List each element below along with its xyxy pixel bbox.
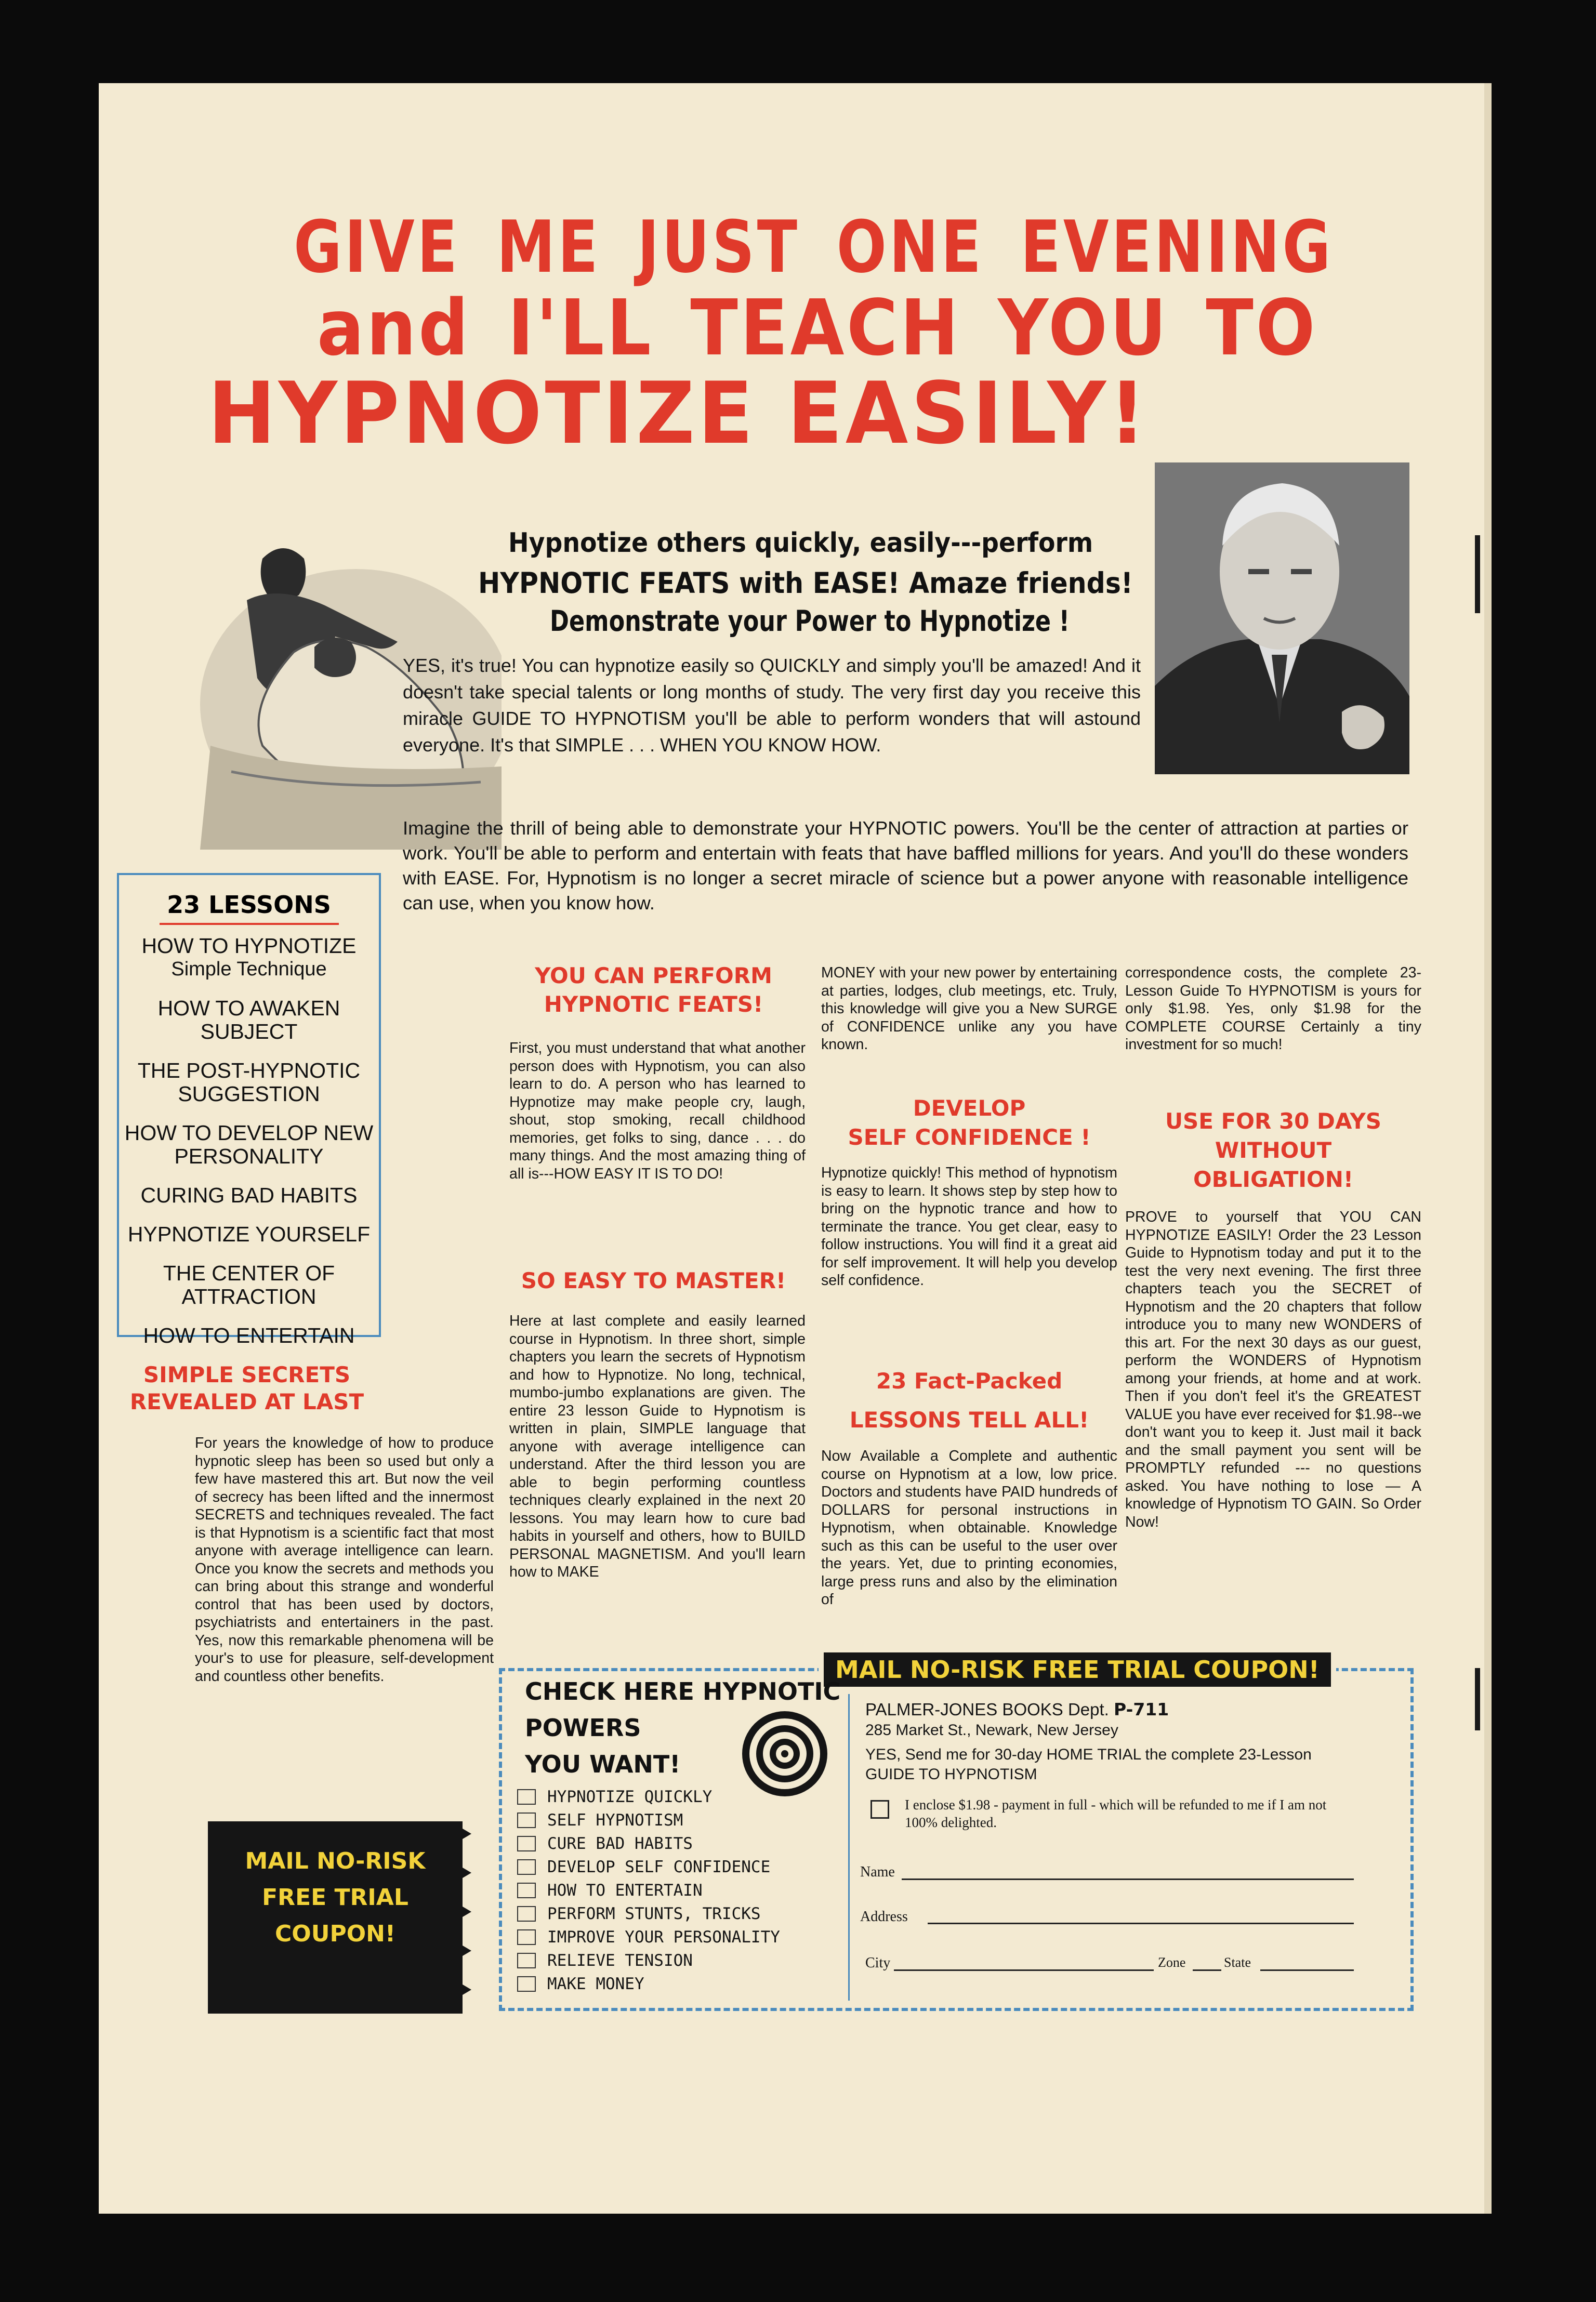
heading-fact-packed: 23 Fact-Packed LESSONS TELL ALL! — [849, 1368, 1089, 1433]
mail-box-line3: COUPON! — [275, 1921, 395, 1947]
publisher-address: 285 Market St., Newark, New Jersey — [865, 1722, 1118, 1739]
lessons-title: 23 LESSONS — [167, 891, 331, 919]
checkbox[interactable] — [517, 1836, 536, 1851]
option-row[interactable]: MAKE MONEY — [517, 1972, 954, 1995]
mail-box-line1: MAIL NO-RISK — [245, 1848, 426, 1874]
lesson-item: THE CENTER OF ATTRACTION — [163, 1261, 335, 1308]
yes-send-text: YES, Send me for 30-day HOME TRIAL the complete 23-Lesson GUIDE TO HYPNOTISM — [865, 1746, 1312, 1783]
mail-coupon-box — [208, 1821, 463, 2014]
checkbox[interactable] — [517, 1789, 536, 1805]
city-field[interactable] — [894, 1969, 1154, 1971]
option-row[interactable]: RELIEVE TENSION — [517, 1949, 954, 1972]
headline-line2: and I'LL TEACH YOU TO — [317, 283, 1317, 373]
check-heading: CHECK HERE HYPNOTIC POWERS YOU WANT! — [525, 1677, 841, 1778]
lesson-item: CURING BAD HABITS — [140, 1183, 358, 1207]
state-field[interactable] — [1260, 1969, 1354, 1971]
left-column-text: For years the knowledge of how to produce hypnotic sleep has been so used but only a few have mastered this art. But now the veil of secrecy has been lifted and the innermost SECRETS and techniques revealed. The fact is that Hypnotism is a scientific fact that most anyone with average intelligence can learn. Once you know the secrets and methods you can bring about this strange and wonderful control that has been used by doctors, psychiatrists and entertainers in the past. Yes, now this remarkable phenomena will be your's to use for pleasure, self-development and countless other benefits. — [195, 1435, 494, 1685]
heading-easy-master: SO EASY TO MASTER! — [521, 1268, 786, 1293]
heading-self-confidence: DEVELOP SELF CONFIDENCE ! — [848, 1095, 1091, 1150]
col3-text1: Hypnotize quickly! This method of hypnotism is easy to learn. It shows step by step how to bring on the hypnotic trance and how to terminate the trance. You get clear, easy to follow instructions. You will find it a great aid for self improvement. It will help you develop self confidence. — [821, 1165, 1117, 1289]
lesson-item: HOW TO DEVELOP NEW PERSONALITY — [124, 1121, 374, 1168]
lesson-item: HOW TO ENTERTAIN — [143, 1324, 355, 1347]
lessons-box — [117, 873, 381, 1347]
staple-mark — [1475, 1668, 1480, 1730]
checkbox[interactable] — [517, 1859, 536, 1875]
intro-paragraph: YES, it's true! You can hypnotize easily so QUICKLY and simply you'll be amazed! And it doesn't take special talents or long months of study. The very first day you receive this miracle GUIDE TO HYPNOTISM you'll be able to perform wonders that will astound everyone. It's that SIMPLE . . . WHEN YOU KNOW HOW. — [403, 655, 1141, 756]
arrow-right-icon — [460, 1866, 471, 1880]
enclose-checkbox[interactable] — [870, 1800, 889, 1819]
option-row[interactable]: PERFORM STUNTS, TRICKS — [517, 1902, 954, 1925]
publisher-name: PALMER-JONES BOOKS Dept. — [865, 1700, 1109, 1719]
checkbox[interactable] — [517, 1906, 536, 1922]
portrait-photo — [1155, 462, 1409, 774]
subhead-line3: Demonstrate your Power to Hypnotize ! — [550, 604, 1070, 638]
address-field[interactable] — [928, 1923, 1354, 1924]
arrow-right-icon — [460, 1983, 471, 1996]
option-row[interactable]: HYPNOTIZE QUICKLY — [517, 1785, 954, 1808]
col4-text1: PROVE to yourself that YOU CAN HYPNOTIZE EASILY! Order the 23 Lesson Guide to Hypnotism today and put it to the test the very next evening. The first three chapters teach you the SECRET of Hypnotism and the 20 chapters that follow introduce you to many new WONDERS of this art. For the next 30 days as our guest, perform the WONDERS of Hypnotism among your friends, at home and at work. Then if you don't feel it's the GREATEST VALUE you have ever received for $1.98--we don't want you to keep it. Just mail it back and the small payment you sent will be PROMPTLY refunded --- no questions asked. You have nothing to lose — A knowledge of Hypnotism TO GAIN. So Order Now! — [1125, 1209, 1421, 1530]
arrow-right-icon — [460, 1905, 471, 1919]
name-label: Name — [860, 1864, 895, 1880]
heading-perform-feats: YOU CAN PERFORM HYPNOTIC FEATS! — [535, 963, 772, 1017]
order-form — [865, 1699, 1406, 1831]
option-row[interactable]: SELF HYPNOTISM — [517, 1808, 954, 1832]
checkbox[interactable] — [517, 1953, 536, 1968]
col2-text1: First, you must understand that what another person does with Hypnotism, you can also learn to do. A person who has learned to Hypnotize may make people cry, laugh, shout, stop smoking, recall childhood memories, get folks to sing, dance . . . do many things. And the most amazing thing of all is---HOW EASY IT IS TO DO! — [509, 1040, 806, 1182]
headline-line3: HYPNOTIZE EASILY! — [208, 364, 1149, 463]
option-row[interactable]: DEVELOP SELF CONFIDENCE — [517, 1855, 954, 1878]
checkbox[interactable] — [517, 1976, 536, 1992]
zone-label: Zone — [1158, 1955, 1186, 1970]
enclose-text: I enclose $1.98 - payment in full - which will be refunded to me if I am not 100% delighted. — [905, 1797, 1327, 1830]
heading-simple-secrets: SIMPLE SECRETS REVEALED AT LAST — [129, 1362, 364, 1414]
name-field[interactable] — [902, 1878, 1354, 1880]
state-label: State — [1224, 1955, 1251, 1970]
col3-text0: MONEY with your new power by entertaining at parties, lodges, club meetings, etc. Truly, this knowledge will give you a New SURGE of CONFIDENCE unlike any you have known. — [821, 964, 1117, 1053]
option-row[interactable]: HOW TO ENTERTAIN — [517, 1878, 954, 1902]
city-label: City — [865, 1955, 891, 1971]
lesson-item: HOW TO HYPNOTIZE Simple Technique — [141, 934, 357, 980]
checkbox[interactable] — [517, 1883, 536, 1898]
heading-30-days: USE FOR 30 DAYS WITHOUT OBLIGATION! — [1165, 1108, 1382, 1192]
coupon-title: MAIL NO-RISK FREE TRIAL COUPON! — [819, 1652, 1336, 1687]
dept-code: P-711 — [1114, 1699, 1169, 1719]
subhead-line1: Hypnotize others quickly, easily---perform — [508, 527, 1093, 559]
zone-field[interactable] — [1193, 1969, 1221, 1971]
arrow-right-icon — [460, 1944, 471, 1957]
option-row[interactable]: CURE BAD HABITS — [517, 1832, 954, 1855]
arrow-column — [460, 1827, 481, 2022]
staple-mark — [1475, 535, 1480, 613]
address-label: Address — [860, 1909, 908, 1925]
col3-text2: Now Available a Complete and authentic course on Hypnotism at a low, low price. Doctors and students have PAID hundreds of DOLLARS for personal instructions in Hypnotism, when obtainable. Knowledge such as this can be useful to the user over the years. Yet, due to printing economies, large press runs and also by the elimination of — [821, 1448, 1117, 1608]
option-row[interactable]: IMPROVE YOUR PERSONALITY — [517, 1925, 954, 1949]
subhead-line2: HYPNOTIC FEATS with EASE! Amaze friends! — [478, 566, 1133, 600]
lessons-title-rule — [160, 923, 339, 925]
checkbox[interactable] — [517, 1813, 536, 1828]
checkbox[interactable] — [517, 1929, 536, 1945]
headline-line1: GIVE ME JUST ONE EVENING — [294, 205, 1334, 289]
thrill-paragraph: Imagine the thrill of being able to demonstrate your HYPNOTIC powers. You'll be the center of attraction at parties or work. You'll be able to perform and entertain with feats that have baffled millions for years. And you'll do these wonders with EASE. For, Hypnotism is no longer a secret miracle of science but a power anyone with reasonable intelligence can use, when you know how. — [403, 817, 1408, 914]
col4-text0: correspondence costs, the complete 23-Lesson Guide To HYPNOTISM is yours for only $1.98. Yes, only $1.98 for the COMPLETE COURSE Certainly a tiny investment for so much! — [1125, 964, 1421, 1053]
coupon-divider — [848, 1694, 850, 2001]
col2-text2: Here at last complete and easily learned course in Hypnotism. In three short, simple chapters you learn the secrets of Hypnotism and how to Hypnotize. No long, technical, mumbo-jumbo explanations are given. The entire 23 lesson Guide to Hypnotism is written in plain, SIMPLE language that anyone with average intelligence can understand. After the third lesson you are able to begin performing countless techniques clearly explained in the next 20 lessons. You may learn how to cure bad habits in yourself and others, how to BUILD PERSONAL MAGNETISM. And you'll learn how to MAKE — [509, 1313, 806, 1580]
lesson-item: THE POST-HYPNOTIC SUGGESTION — [137, 1059, 361, 1106]
arrow-right-icon — [460, 1827, 471, 1841]
mail-box-line2: FREE TRIAL — [262, 1884, 408, 1911]
lesson-item: HYPNOTIZE YOURSELF — [127, 1222, 371, 1246]
lesson-item: HOW TO AWAKEN SUBJECT — [157, 996, 340, 1043]
page-spine — [1484, 83, 1492, 2214]
